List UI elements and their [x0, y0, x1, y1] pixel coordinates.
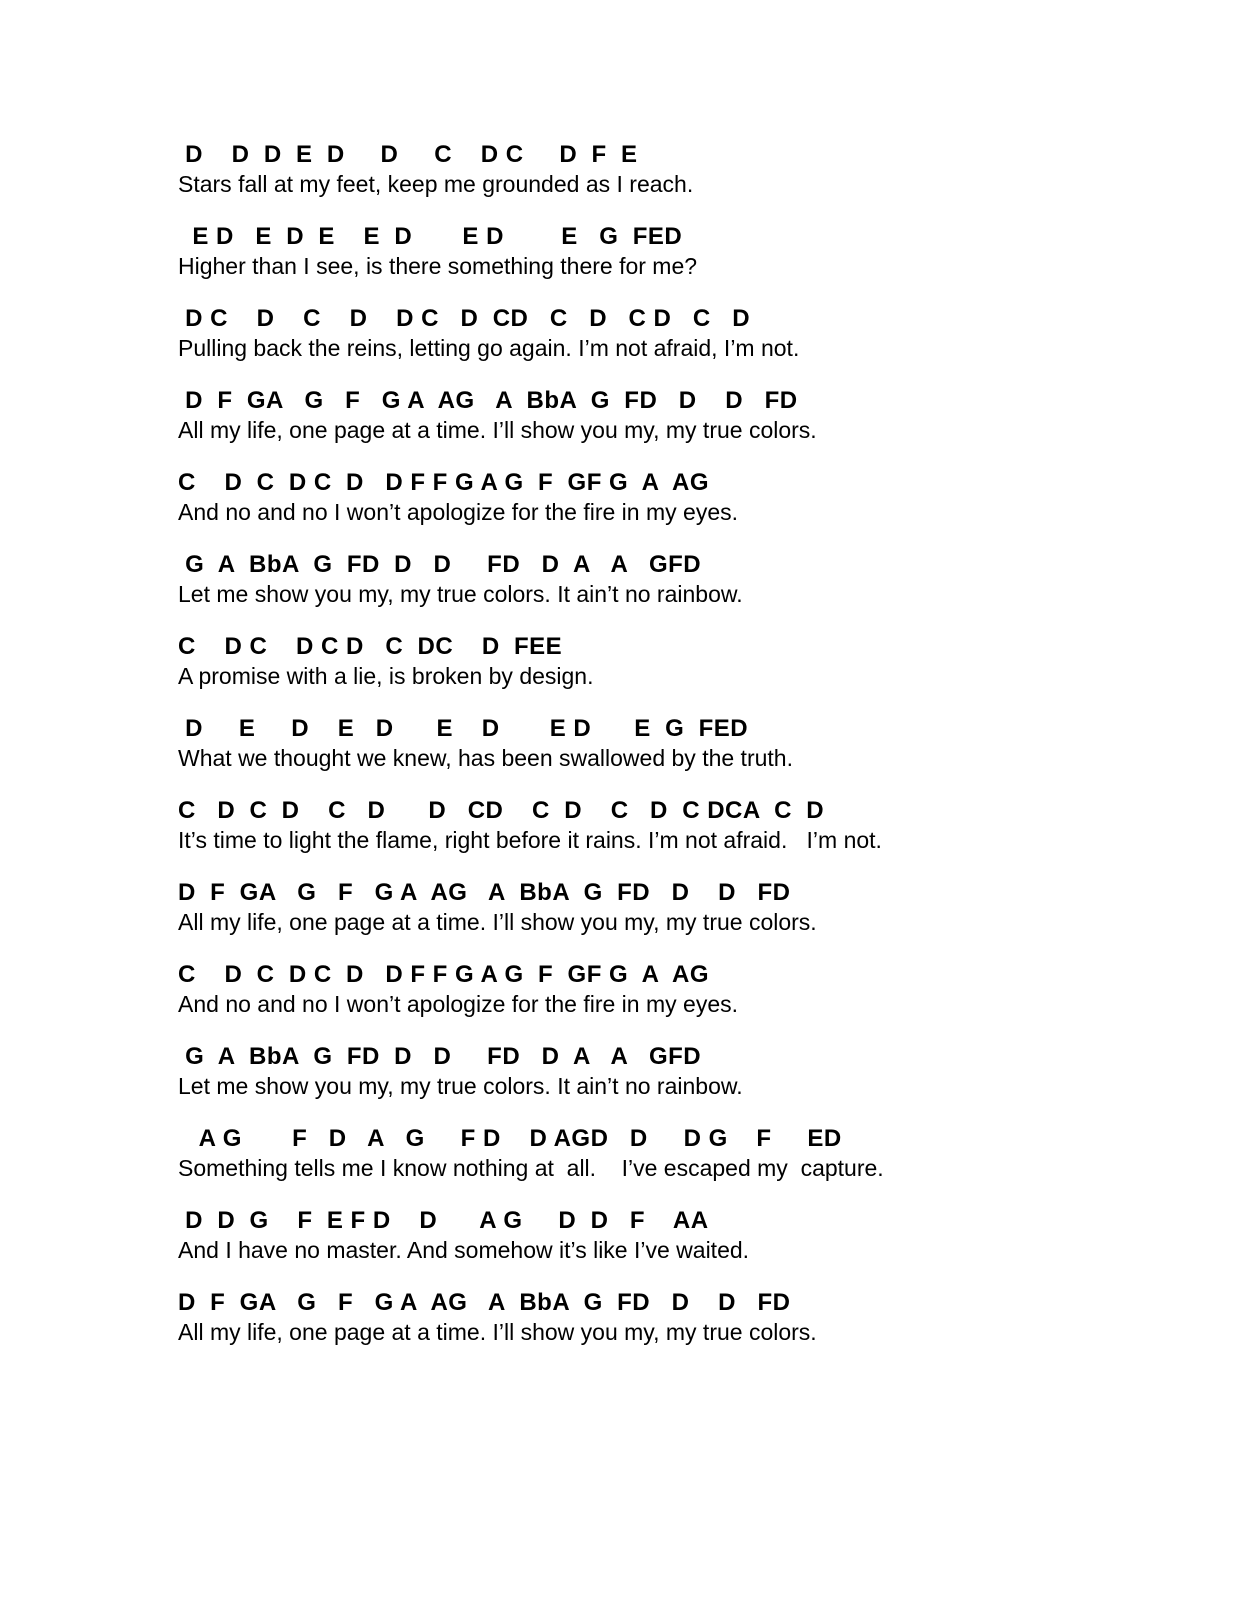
stanza	[178, 796, 1178, 878]
stanza	[178, 468, 1178, 550]
lyric-line: All my life, one page at a time. I’ll show you my, my true colors.	[178, 1319, 817, 1345]
stanza	[178, 960, 1178, 1042]
stanza	[178, 304, 1178, 386]
stanza	[178, 550, 1178, 632]
lyric-line: And I have no master. And somehow it’s like I’ve waited.	[178, 1237, 750, 1263]
note-line: D D D E D D C D C D F E	[178, 141, 638, 168]
stanza	[178, 714, 1178, 796]
stanza	[178, 632, 1178, 714]
lyric-line: It’s time to light the flame, right before it rains. I’m not afraid. I’m not.	[178, 827, 882, 853]
lyric-line: Stars fall at my feet, keep me grounded as I reach.	[178, 171, 694, 197]
lyric-line: And no and no I won’t apologize for the fire in my eyes.	[178, 991, 738, 1017]
note-line: C D C D C D D F F G A G F GF G A AG	[178, 469, 710, 496]
stanza	[178, 1206, 1178, 1288]
stanza	[178, 1288, 1178, 1370]
stanza	[178, 386, 1178, 468]
note-line: G A BbA G FD D D FD D A A GFD	[178, 1043, 702, 1070]
lyric-line: All my life, one page at a time. I’ll show you my, my true colors.	[178, 909, 817, 935]
note-line: D E D E D E D E D E G FED	[178, 715, 749, 742]
note-line: C D C D C D D F F G A G F GF G A AG	[178, 961, 710, 988]
stanza	[178, 1042, 1178, 1124]
lyric-line: Higher than I see, is there something there for me?	[178, 253, 698, 279]
note-line: D F GA G F G A AG A BbA G FD D D FD	[178, 1289, 791, 1316]
stanza	[178, 140, 1178, 222]
stanza	[178, 222, 1178, 304]
lyric-line: Something tells me I know nothing at all. I’ve escaped my capture.	[178, 1155, 884, 1181]
note-line: D F GA G F G A AG A BbA G FD D D FD	[178, 387, 798, 414]
note-line: C D C D C D C DC D FEE	[178, 633, 563, 660]
note-line: D F GA G F G A AG A BbA G FD D D FD	[178, 879, 791, 906]
lyric-line: What we thought we knew, has been swallowed by the truth.	[178, 745, 793, 771]
note-line: D C D C D D C D CD C D C D C D	[178, 305, 751, 332]
note-line: G A BbA G FD D D FD D A A GFD	[178, 551, 702, 578]
lyric-line: Let me show you my, my true colors. It ain’t no rainbow.	[178, 581, 743, 607]
stanza	[178, 878, 1178, 960]
lyric-line: And no and no I won’t apologize for the fire in my eyes.	[178, 499, 738, 525]
note-line: D D G F E F D D A G D D F AA	[178, 1207, 709, 1234]
note-line: E D E D E E D E D E G FED	[178, 223, 683, 250]
lyric-line: Let me show you my, my true colors. It ain’t no rainbow.	[178, 1073, 743, 1099]
note-line: A G F D A G F D D AGD D D G F ED	[178, 1125, 842, 1152]
lyric-line: Pulling back the reins, letting go again. I’m not afraid, I’m not.	[178, 335, 800, 361]
song-sheet	[178, 140, 1178, 1370]
stanza	[178, 1124, 1178, 1206]
note-line: C D C D C D D CD C D C D C DCA C D	[178, 797, 825, 824]
lyric-line: A promise with a lie, is broken by design.	[178, 663, 594, 689]
lyric-line: All my life, one page at a time. I’ll show you my, my true colors.	[178, 417, 817, 443]
